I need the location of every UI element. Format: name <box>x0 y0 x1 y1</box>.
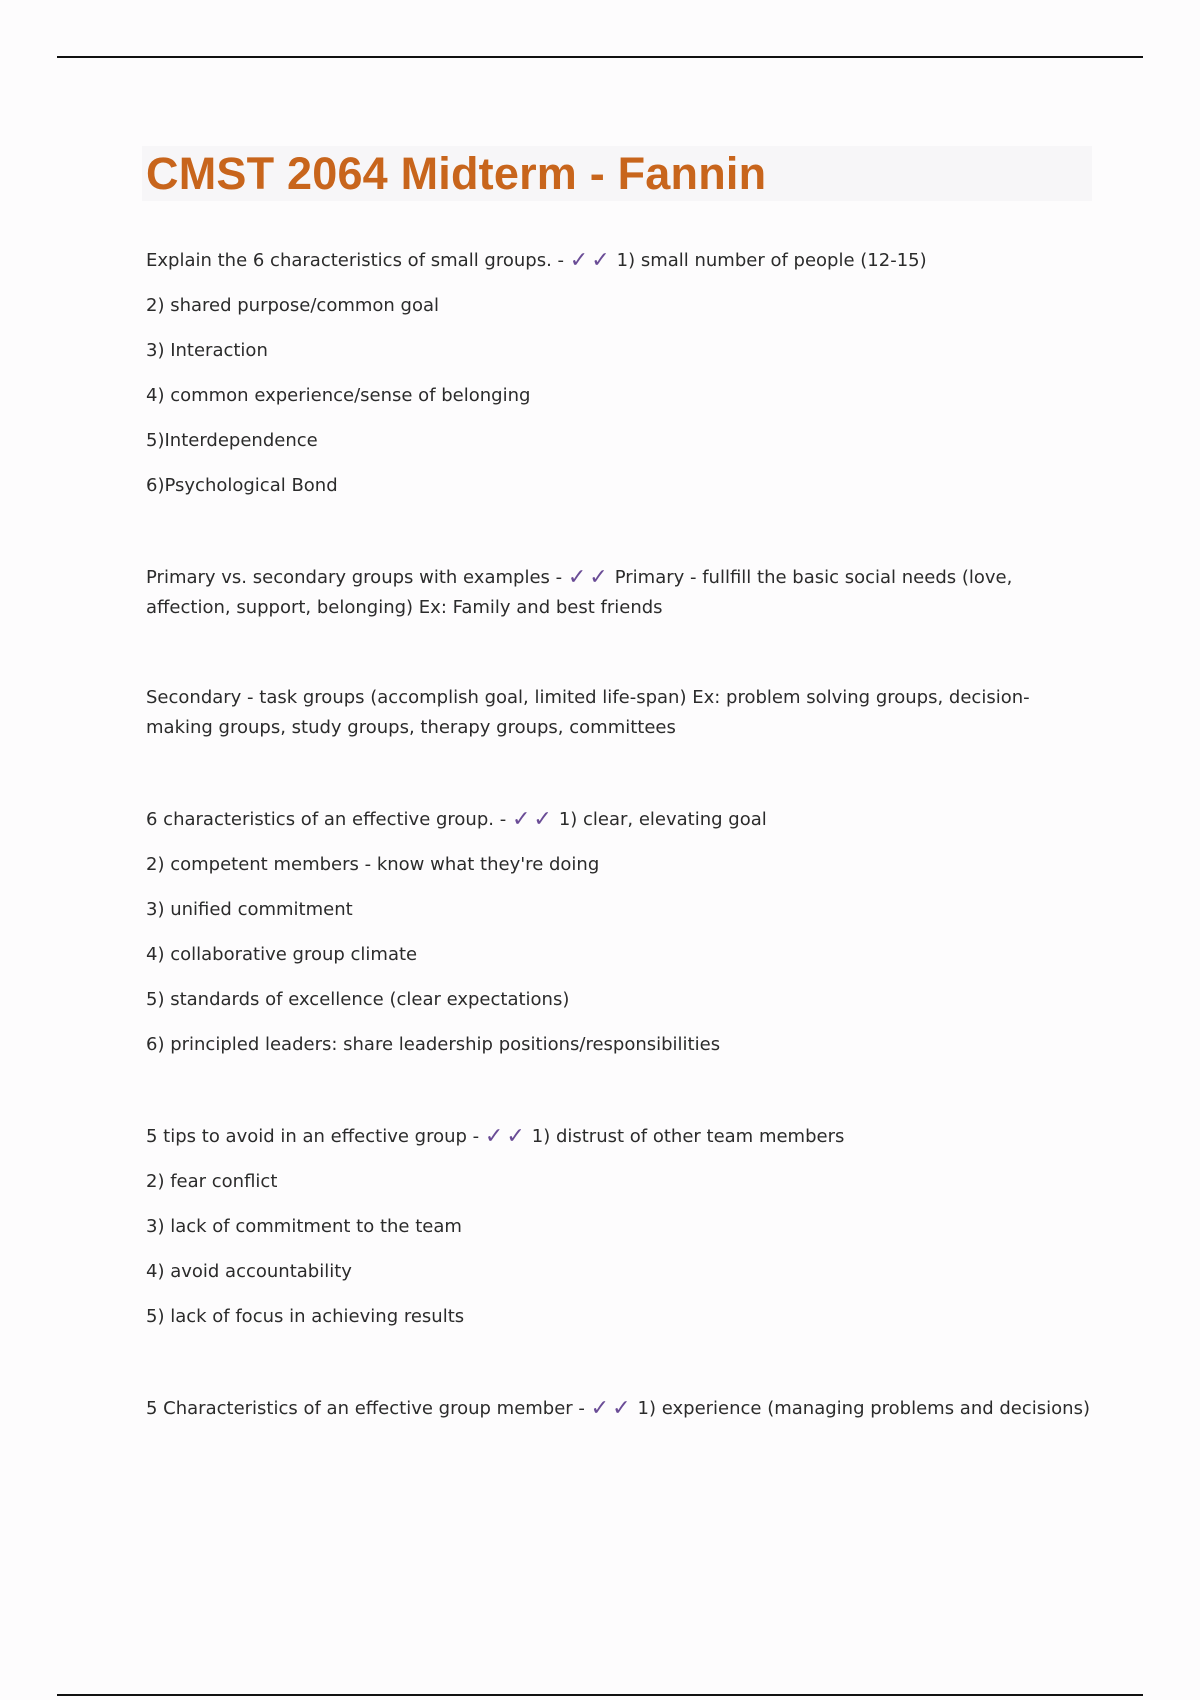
double-check-icon <box>512 809 555 830</box>
question-line <box>146 1122 1096 1152</box>
answer-line: 3) lack of commitment to the team <box>146 1216 462 1237</box>
check-icon: ✓ <box>569 248 589 273</box>
check-icon: ✓ <box>612 1396 631 1421</box>
flashcard-3 <box>146 805 1096 1060</box>
answer-paragraph: Secondary - task groups (accomplish goal, limited life-span) Ex: problem solving groups, decision-making groups, study groups, therapy groups, committees <box>146 687 1030 738</box>
answer-line: 5) standards of excellence (clear expectations) <box>146 989 570 1010</box>
check-icon: ✓ <box>533 807 552 832</box>
answer-line: 6) principled leaders: share leadership positions/responsibilities <box>146 1034 721 1055</box>
answer-first-line: 1) small number of people (12-15) <box>616 250 927 271</box>
check-icon: ✓ <box>591 248 610 273</box>
check-icon: ✓ <box>484 1124 504 1149</box>
question-text: Primary vs. secondary groups with examples - <box>146 567 563 588</box>
check-icon: ✓ <box>590 1396 610 1421</box>
flashcard-5 <box>146 1394 1096 1424</box>
check-icon: ✓ <box>506 1124 525 1149</box>
double-check-icon <box>591 1398 634 1419</box>
flashcard-2 <box>146 563 1096 743</box>
answer-line: 5)Interdependence <box>146 430 318 451</box>
flashcard-list <box>146 246 1096 1486</box>
flashcard-1 <box>146 246 1096 501</box>
answer-line: 3) unified commitment <box>146 899 353 920</box>
answer-line: 4) collaborative group climate <box>146 944 418 965</box>
footer-rule <box>57 1694 1143 1696</box>
check-icon: ✓ <box>567 565 587 590</box>
double-check-icon <box>568 567 611 588</box>
document-title: CMST 2064 Midterm - Fannin <box>146 148 767 199</box>
question-line <box>146 563 1096 623</box>
answer-line: 2) shared purpose/common goal <box>146 295 440 316</box>
question-text: Explain the 6 characteristics of small groups. - <box>146 250 565 271</box>
check-icon: ✓ <box>589 565 608 590</box>
answer-line: 6)Psychological Bond <box>146 475 338 496</box>
answer-first-line: 1) distrust of other team members <box>531 1126 845 1147</box>
question-line <box>146 1394 1096 1424</box>
answer-first-line: 1) experience (managing problems and decisions) <box>637 1398 1090 1419</box>
answer-line: 4) common experience/sense of belonging <box>146 385 531 406</box>
check-icon: ✓ <box>511 807 531 832</box>
answer-line: 2) fear conflict <box>146 1171 278 1192</box>
question-text: 5 Characteristics of an effective group member - <box>146 1398 585 1419</box>
answer-line: 3) Interaction <box>146 340 268 361</box>
answer-line: 2) competent members - know what they're doing <box>146 854 600 875</box>
question-line <box>146 805 1096 835</box>
answer-first-line: 1) clear, elevating goal <box>558 809 767 830</box>
answer-first-line: Primary - fullfill the basic social needs (love, affection, support, belonging) Ex: Family and best friends <box>146 567 1013 618</box>
answer-line: 4) avoid accountability <box>146 1261 352 1282</box>
flashcard-4 <box>146 1122 1096 1332</box>
answer-line: 5) lack of focus in achieving results <box>146 1306 465 1327</box>
question-text: 5 tips to avoid in an effective group - <box>146 1126 480 1147</box>
question-text: 6 characteristics of an effective group. - <box>146 809 507 830</box>
double-check-icon <box>570 250 613 271</box>
question-line <box>146 246 1096 276</box>
header-rule <box>57 56 1143 58</box>
double-check-icon <box>485 1126 528 1147</box>
